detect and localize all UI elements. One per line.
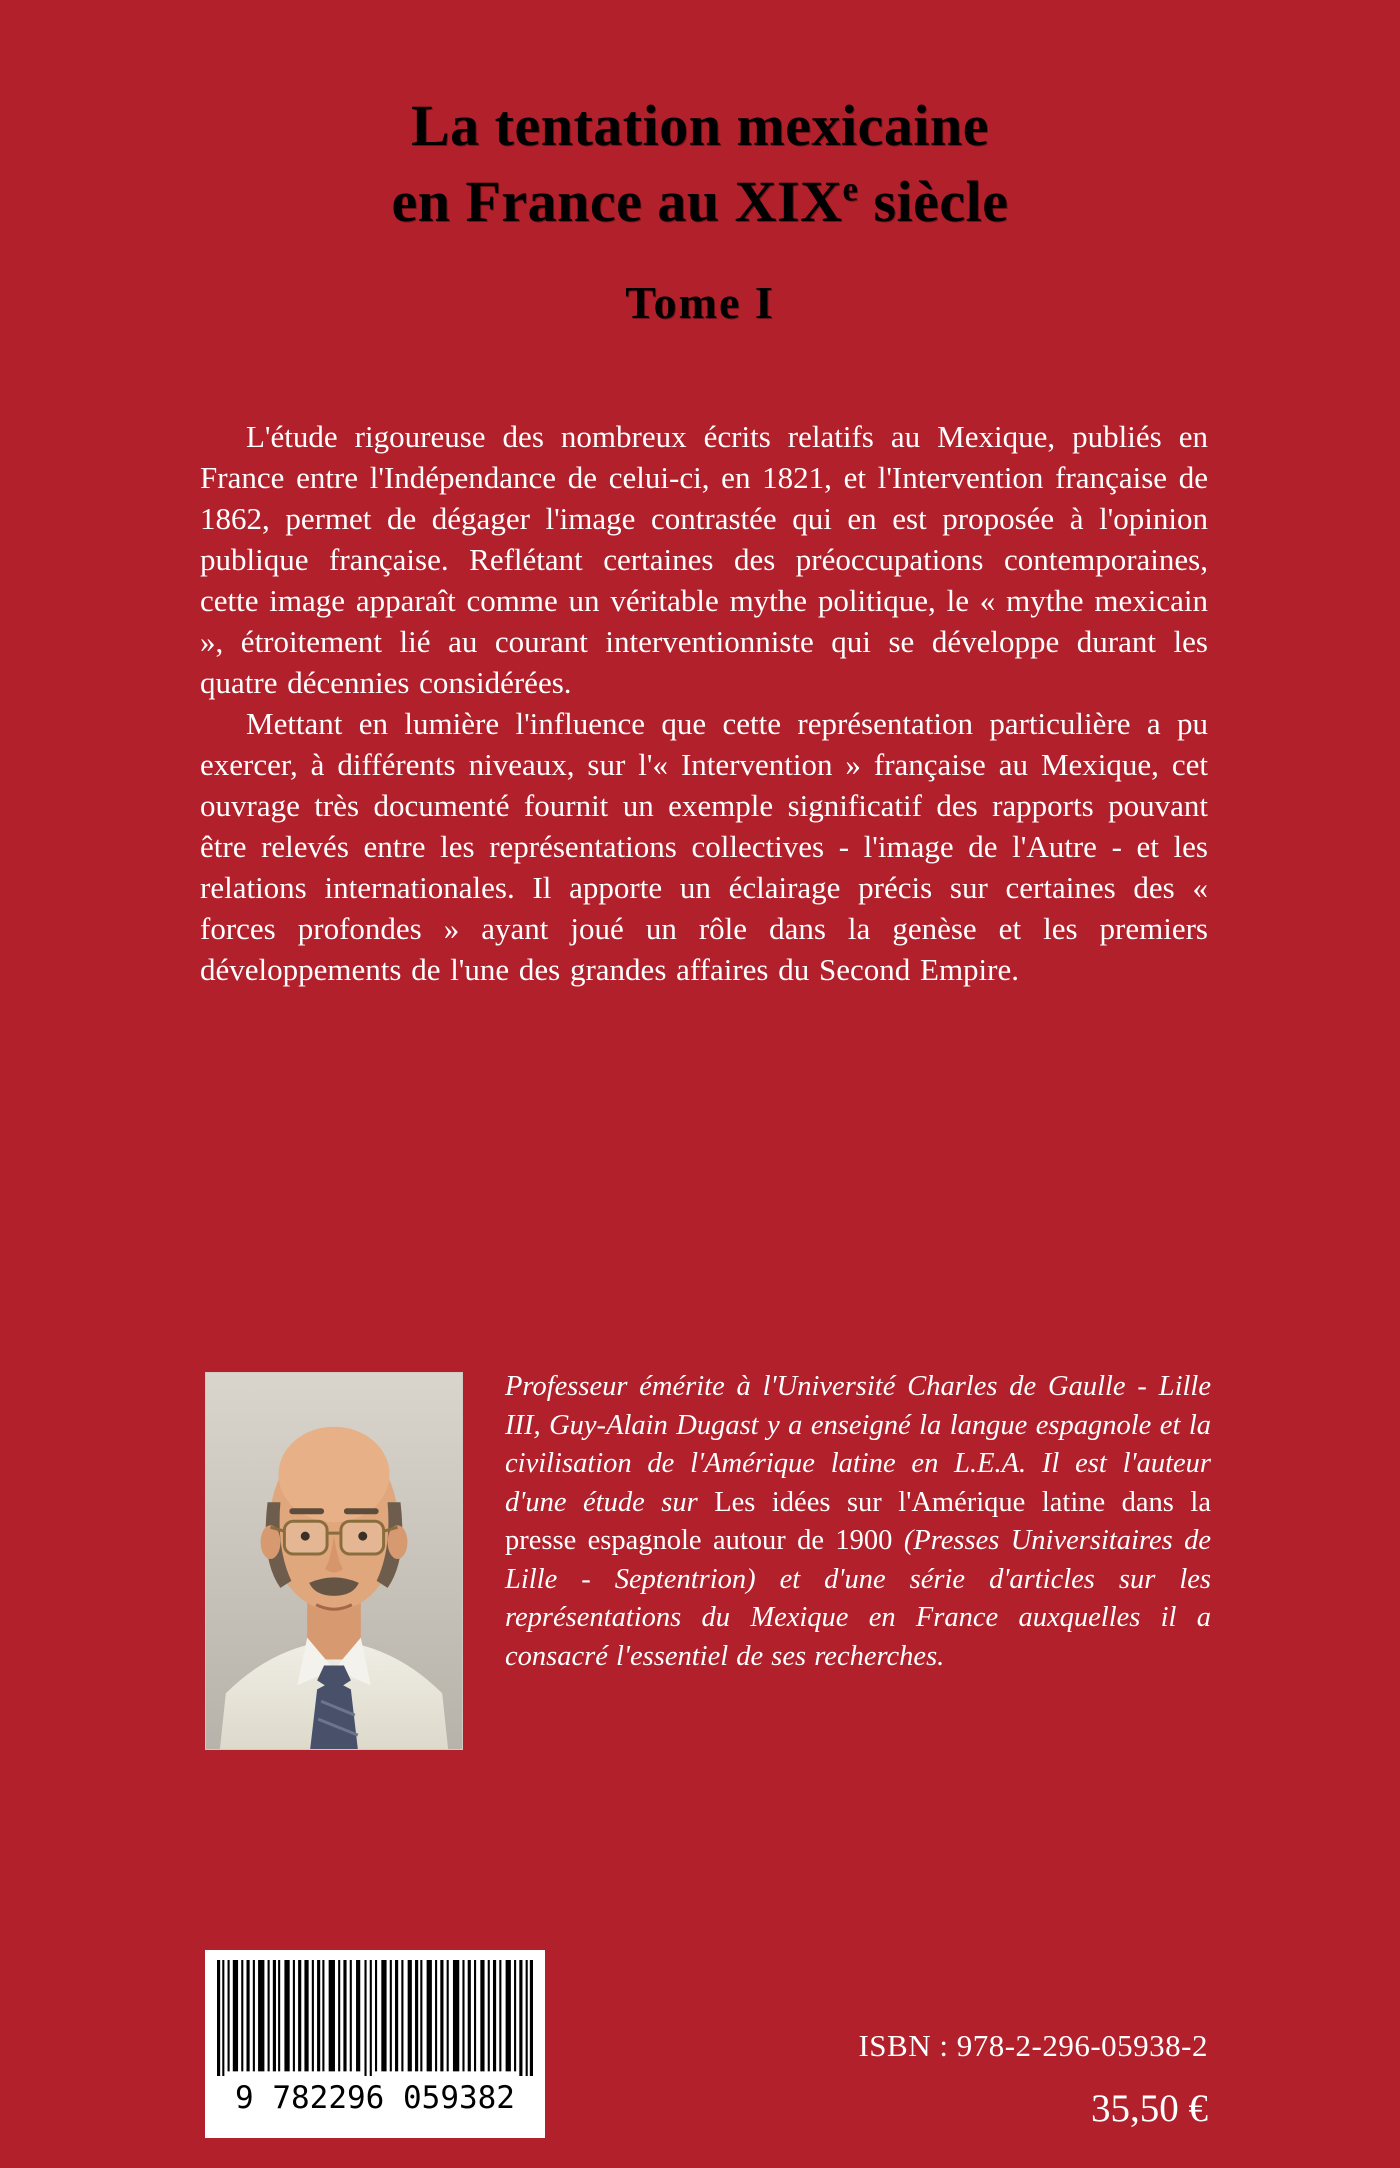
barcode	[205, 1950, 545, 2138]
title-superscript: e	[842, 169, 859, 209]
barcode-digits: 9 782296 059382	[235, 2080, 515, 2116]
isbn-label: ISBN : 978-2-296-05938-2	[858, 2028, 1208, 2063]
bio-book-title: Les idées sur l'Amérique latine dans la presse espagnole autour de 1900	[505, 1486, 1211, 1556]
book-title	[0, 88, 1400, 240]
synopsis	[200, 416, 1208, 990]
title-line-2: en France au XIXe siècle	[391, 169, 1009, 234]
isbn-price-block	[858, 2028, 1208, 2131]
title-line-1: La tentation mexicaine	[410, 93, 990, 158]
bio-italic-part-1: Professeur émérite à l'Université Charles de Gaulle - Lille III, Guy-Alain Dugast y a enseigné la langue espagnole et la civilisation de l'Amérique latine en L.E.A. Il est l'auteur d'une étude sur	[505, 1371, 1211, 1518]
barcode-bars-image	[217, 1960, 533, 2076]
tome-label: Tome I	[625, 277, 775, 328]
bio-italic-part-2: (Presses Universitaires de Lille - Septentrion) et d'une série d'articles sur les représentations du Mexique en France auxquelles il a consacré l'essentiel de ses recherches.	[505, 1525, 1211, 1672]
author-bio	[505, 1368, 1211, 1676]
synopsis-paragraph-1: L'étude rigoureuse des nombreux écrits relatifs au Mexique, publiés en France entre l'Indépendance de celui-ci, en 1821, et l'Intervention française de 1862, permet de dégager l'image contrastée qui en est proposée à l'opinion publique française. Reflétant certaines des préoccupations contemporaines, cette image apparaît comme un véritable mythe politique, le « mythe mexicain », étroitement lié au courant interventionniste qui se développe durant les quatre décennies considérées.	[200, 419, 1208, 700]
synopsis-paragraph-2: Mettant en lumière l'influence que cette représentation particulière a pu exercer, à différents niveaux, sur l'« Intervention » française au Mexique, cet ouvrage très documenté fournit un exemple significatif des rapports pouvant être relevés entre les représentations collectives - l'image de l'Autre - et les relations internationales. Il apporte un éclairage précis sur certaines des « forces profondes » ayant joué un rôle dans la genèse et les premiers développements de l'une des grandes affaires du Second Empire.	[200, 706, 1208, 987]
author-photo	[205, 1372, 463, 1750]
price-label: 35,50 €	[1091, 2087, 1208, 2130]
